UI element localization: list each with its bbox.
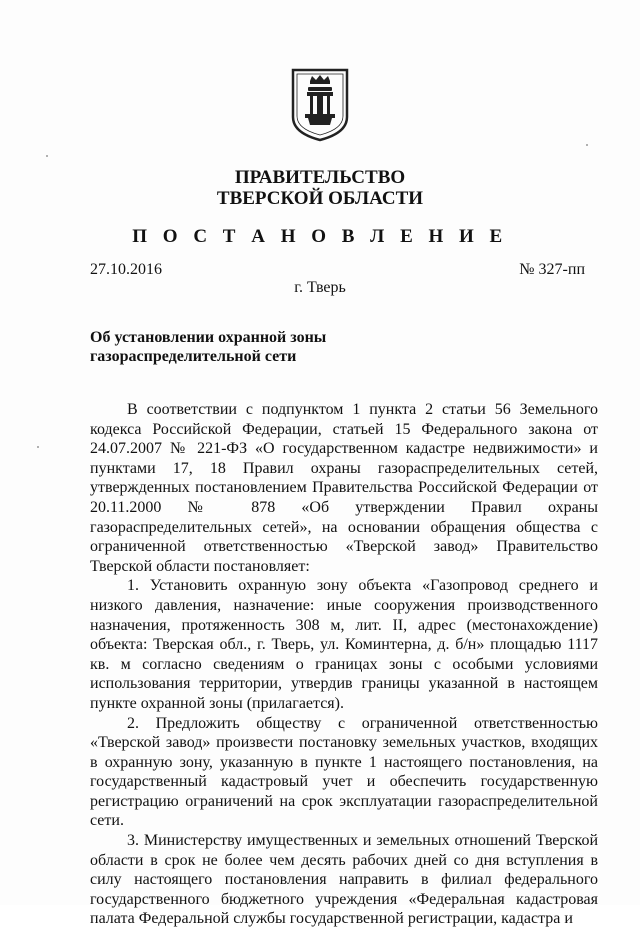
clause-paragraph: 2. Предложить обществу с ограниченной ответственностью «Тверской завод» произвести постановку земельных участков, входящих в охранную зону, указанную в пункте 1 настоящего постановления, на государственный кадастровый учет и обеспечить государственную регистрацию ограничений на срок эксплуатации газораспределительной сети. xyxy=(90,714,598,830)
scan-speck xyxy=(37,446,39,448)
subject-line: газораспределительной сети xyxy=(90,348,297,365)
document-number: № 327-пп xyxy=(519,261,585,278)
organization-region: ТВЕРСКОЙ ОБЛАСТИ xyxy=(216,188,424,209)
document-body xyxy=(90,400,598,929)
preamble-paragraph: В соответствии с подпунктом 1 пункта 2 статьи 56 Земельного кодекса Российской Федерации, статьей 15 Федерального закона от 24.07.2007 № 221-ФЗ «О государственном кадастре недвижимости» и пунктами 17, 18 Правил охраны газораспределительных сетей, утвержденных постановлением Правительства Российской Федерации от 20.11.2000 № 878 «Об утверждении Правил охраны газораспределительных сетей», на основании обращения общества с ограниченной ответственностью «Тверской завод» Правительство Тверской области постановляет: xyxy=(90,401,598,575)
organization-name: ПРАВИТЕЛЬСТВО xyxy=(234,167,406,188)
coat-of-arms-icon xyxy=(290,67,350,143)
document-subject xyxy=(90,328,326,366)
clause-paragraph: 1. Установить охранную зону объекта «Газопровод среднего и низкого давления, назначение: иные сооружения производственного назначения, протяженность 308 м, лит. II, адрес (местонахождение) объекта: Тверская обл., г. Тверь, ул. Коминтерна, д. б/н» площадью 1117 кв. м согласно сведениям о границах зоны с особыми условиями использования территории, утвердив границы указанной в настоящем пункте охранной зоны (прилагается). xyxy=(90,577,598,712)
subject-line: Об установлении охранной зоны xyxy=(90,329,327,346)
clause-paragraph: 3. Министерству имущественных и земельных отношений Тверской области в срок не более чем десять рабочих дней со дня вступления в силу настоящего постановления направить в филиал федерального государственного бюджетного учреждения «Федеральная кадастровая палата Федеральной службы государственной регистрации, кадастра и xyxy=(90,832,598,928)
scan-speck xyxy=(46,155,48,157)
document-type-title: П О С Т А Н О В Л Е Н И Е xyxy=(132,226,508,247)
scan-speck xyxy=(586,144,588,146)
document-date: 27.10.2016 xyxy=(90,261,162,278)
document-city: г. Тверь xyxy=(294,279,346,296)
